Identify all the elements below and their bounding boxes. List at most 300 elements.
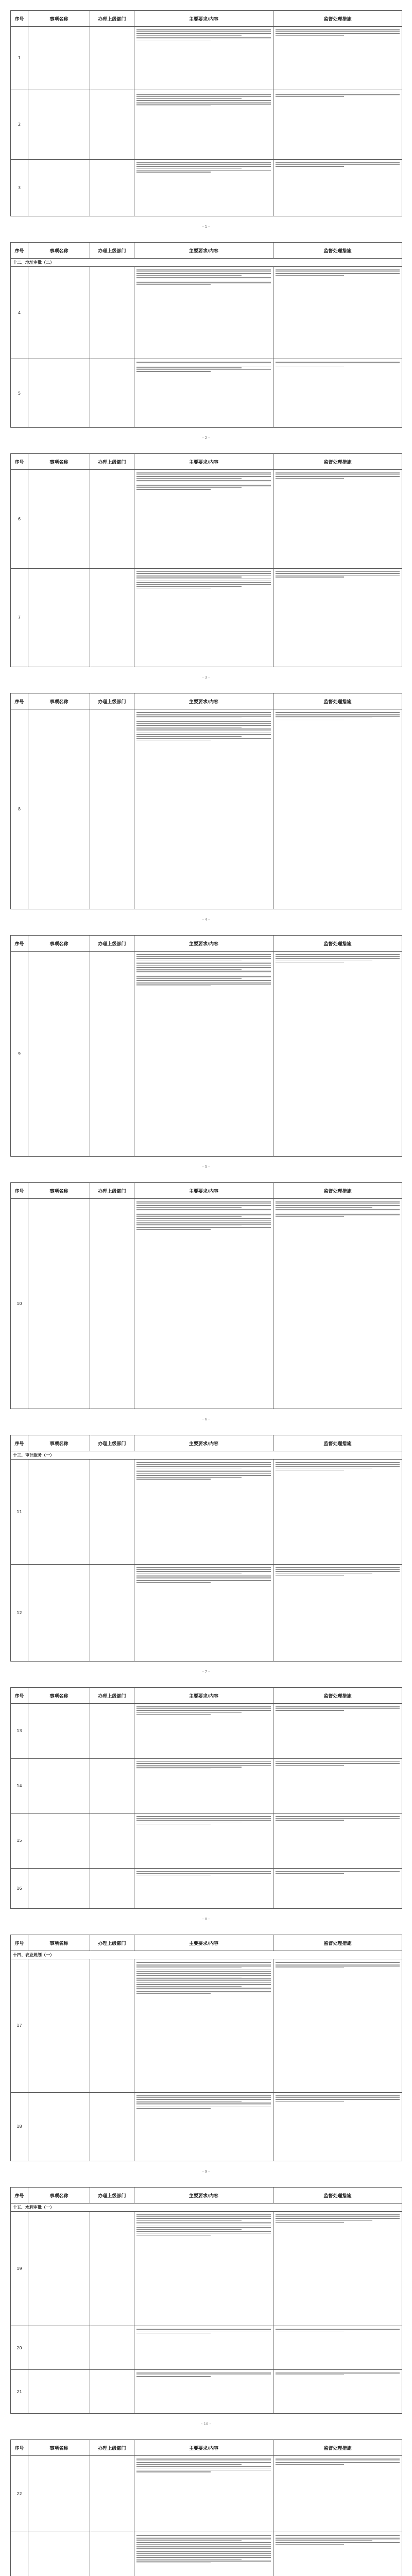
- text-lines: [276, 1816, 400, 1821]
- department: [90, 1868, 134, 1908]
- text-lines: [276, 29, 400, 36]
- requirement-text: [134, 2370, 273, 2414]
- item-name: [28, 2370, 90, 2414]
- text-lines: [136, 2459, 271, 2472]
- text-line: [276, 1567, 400, 1568]
- text-line: [276, 2220, 372, 2221]
- supervision-text: [273, 1758, 402, 1814]
- row-number: 10: [11, 1199, 28, 1409]
- column-header: 监督处理措施: [273, 11, 402, 27]
- table-row: [11, 359, 402, 428]
- row-number: 4: [11, 267, 28, 359]
- text-line: [276, 1462, 400, 1463]
- table-header-row: [11, 2440, 402, 2456]
- text-line: [276, 956, 400, 957]
- column-header: 序号: [11, 454, 28, 470]
- text-line: [136, 1473, 271, 1474]
- row-number: [11, 2532, 28, 2576]
- text-line: [276, 96, 344, 97]
- item-name: [28, 90, 90, 159]
- column-header: 主要要求/内容: [134, 454, 273, 470]
- text-lines: [276, 1871, 400, 1874]
- section-row: [11, 1951, 402, 1959]
- text-line: [276, 273, 400, 274]
- text-lines: [136, 1962, 271, 1994]
- text-lines: [136, 1201, 271, 1230]
- text-line: [136, 1816, 271, 1817]
- supervision-text: [273, 160, 402, 216]
- requirement-text: [134, 1959, 273, 2093]
- text-line: [276, 2462, 400, 2463]
- text-lines: [276, 954, 400, 962]
- text-line: [276, 1816, 400, 1817]
- text-line: [136, 1986, 242, 1987]
- text-line: [136, 269, 271, 270]
- text-line: [136, 1205, 271, 1206]
- text-line: [136, 956, 271, 957]
- text-line: [136, 723, 271, 724]
- supervision-text: [273, 2212, 402, 2326]
- table-header-row: [11, 693, 402, 709]
- text-line: [276, 2222, 344, 2223]
- column-header: 序号: [11, 243, 28, 259]
- text-lines: [276, 1201, 400, 1217]
- page-number: - 6 -: [202, 1417, 210, 1421]
- text-line: [136, 98, 242, 99]
- text-line: [276, 1207, 372, 1208]
- supervision-text: [273, 27, 402, 90]
- section-row: [11, 259, 402, 267]
- text-line: [136, 2095, 271, 2096]
- item-name: [28, 1868, 90, 1908]
- doc-page: [10, 693, 402, 909]
- table-header-row: [11, 1688, 402, 1704]
- department: [90, 1758, 134, 1814]
- text-lines: [276, 162, 400, 167]
- requirement-text: [134, 2326, 273, 2370]
- text-line: [136, 2214, 271, 2215]
- text-lines: [136, 29, 271, 41]
- text-line: [136, 164, 271, 165]
- supervision-text: [273, 1959, 402, 2093]
- requirement-text: [134, 952, 273, 1157]
- doc-page: [10, 1435, 402, 1662]
- text-line: [276, 1761, 400, 1762]
- column-header: 序号: [11, 1435, 28, 1451]
- text-line: [136, 582, 271, 583]
- requirement-text: [134, 1199, 273, 1409]
- requirement-text: [134, 90, 273, 159]
- table-row: [11, 160, 402, 216]
- regulation-table: [10, 935, 402, 1157]
- text-line: [136, 1708, 271, 1709]
- text-line: [136, 284, 211, 285]
- department: [90, 2092, 134, 2161]
- text-lines: [276, 2459, 400, 2465]
- department: [90, 90, 134, 159]
- text-line: [136, 478, 242, 479]
- column-header: 办理上级部门: [90, 1435, 134, 1451]
- column-header: 办理上级部门: [90, 243, 134, 259]
- requirement-text: [134, 2212, 273, 2326]
- doc-page: [10, 10, 402, 216]
- supervision-text: [273, 2092, 402, 2161]
- text-line: [276, 2464, 344, 2465]
- column-header: 事项名称: [28, 1935, 90, 1951]
- department: [90, 27, 134, 90]
- text-line: [276, 2214, 400, 2215]
- row-number: 1: [11, 27, 28, 90]
- text-line: [136, 102, 271, 103]
- text-line: [136, 170, 271, 171]
- text-lines: [276, 1761, 400, 1766]
- text-line: [136, 1464, 271, 1465]
- table-header-row: [11, 454, 402, 470]
- requirement-text: [134, 2456, 273, 2532]
- supervision-text: [273, 1868, 402, 1908]
- table-row: [11, 267, 402, 359]
- text-line: [136, 369, 271, 370]
- item-name: [28, 1460, 90, 1565]
- text-line: [136, 1471, 271, 1472]
- table-row: [11, 1959, 402, 2093]
- column-header: 事项名称: [28, 1688, 90, 1704]
- text-lines: [276, 2095, 400, 2102]
- column-header: 序号: [11, 2188, 28, 2204]
- requirement-text: [134, 1814, 273, 1869]
- text-line: [136, 2544, 271, 2545]
- text-line: [136, 96, 271, 97]
- column-header: 监督处理措施: [273, 2440, 402, 2456]
- text-line: [136, 2108, 211, 2109]
- column-header: 序号: [11, 693, 28, 709]
- column-header: 办理上级部门: [90, 1688, 134, 1704]
- table-row: [11, 1704, 402, 1759]
- section-title: 十二、地址审批（二）: [11, 259, 402, 267]
- regulation-table: [10, 1435, 402, 1662]
- text-line: [136, 1569, 271, 1570]
- column-header: 主要要求/内容: [134, 693, 273, 709]
- requirement-text: [134, 1565, 273, 1662]
- requirement-text: [134, 359, 273, 428]
- table-header-row: [11, 2188, 402, 2204]
- regulation-table: [10, 2187, 402, 2414]
- text-line: [136, 1209, 271, 1210]
- text-lines: [276, 571, 400, 578]
- text-lines: [136, 2214, 271, 2235]
- department: [90, 1704, 134, 1759]
- text-line: [276, 35, 344, 36]
- text-line: [276, 474, 400, 475]
- text-lines: [136, 93, 271, 106]
- table-header-row: [11, 243, 402, 259]
- column-header: 事项名称: [28, 2440, 90, 2456]
- text-lines: [276, 712, 400, 720]
- column-header: 主要要求/内容: [134, 2440, 273, 2456]
- text-line: [276, 714, 400, 715]
- regulation-table: [10, 10, 402, 216]
- supervision-text: [273, 1565, 402, 1662]
- row-number: 8: [11, 709, 28, 909]
- text-line: [136, 474, 271, 475]
- text-line: [276, 1201, 400, 1202]
- text-line: [276, 571, 400, 572]
- row-number: 7: [11, 568, 28, 667]
- text-line: [136, 1765, 271, 1766]
- section-row: [11, 1451, 402, 1460]
- text-line: [136, 2551, 271, 2552]
- text-line: [276, 478, 344, 479]
- text-line: [136, 714, 271, 715]
- text-line: [136, 976, 271, 977]
- text-line: [136, 1980, 271, 1981]
- text-lines: [276, 2372, 400, 2375]
- department: [90, 1460, 134, 1565]
- column-header: 监督处理措施: [273, 243, 402, 259]
- text-line: [136, 275, 242, 276]
- text-line: [136, 1201, 271, 1202]
- table-row: [11, 1868, 402, 1908]
- column-header: 主要要求/内容: [134, 1688, 273, 1704]
- text-line: [136, 712, 271, 713]
- requirement-text: [134, 709, 273, 909]
- text-line: [136, 2538, 271, 2539]
- text-line: [136, 1207, 242, 1208]
- text-line: [136, 1978, 271, 1979]
- column-header: 监督处理措施: [273, 693, 402, 709]
- doc-page: [10, 935, 402, 1157]
- text-line: [276, 1216, 344, 1217]
- text-line: [136, 1712, 242, 1713]
- text-line: [136, 963, 271, 964]
- column-header: 事项名称: [28, 693, 90, 709]
- text-line: [136, 2462, 271, 2463]
- column-header: 序号: [11, 1183, 28, 1199]
- column-header: 办理上级部门: [90, 2440, 134, 2456]
- supervision-text: [273, 2456, 402, 2532]
- requirement-text: [134, 1460, 273, 1565]
- text-line: [136, 1214, 271, 1215]
- table-header-row: [11, 1183, 402, 1199]
- text-line: [136, 1477, 242, 1478]
- column-header: 序号: [11, 936, 28, 952]
- requirement-text: [134, 2532, 273, 2576]
- table-row: [11, 27, 402, 90]
- text-lines: [276, 362, 400, 366]
- department: [90, 1199, 134, 1409]
- supervision-text: [273, 1460, 402, 1565]
- regulation-table: [10, 1935, 402, 2161]
- regulation-table: [10, 453, 402, 667]
- text-line: [136, 2222, 271, 2223]
- column-header: 监督处理措施: [273, 454, 402, 470]
- text-line: [136, 571, 271, 572]
- text-line: [276, 1763, 400, 1764]
- column-header: 办理上级部门: [90, 2188, 134, 2204]
- text-line: [276, 162, 400, 163]
- text-lines: [136, 954, 271, 986]
- column-header: 办理上级部门: [90, 693, 134, 709]
- department: [90, 1814, 134, 1869]
- department: [90, 952, 134, 1157]
- text-lines: [276, 1962, 400, 1968]
- column-header: 主要要求/内容: [134, 1935, 273, 1951]
- supervision-text: [273, 568, 402, 667]
- text-line: [136, 1818, 271, 1819]
- supervision-text: [273, 2532, 402, 2576]
- row-number: 21: [11, 2370, 28, 2414]
- table-row: [11, 2212, 402, 2326]
- requirement-text: [134, 267, 273, 359]
- row-number: 13: [11, 1704, 28, 1759]
- text-line: [136, 1222, 271, 1223]
- item-name: [28, 2212, 90, 2326]
- text-line: [136, 967, 271, 968]
- text-lines: [136, 2329, 271, 2333]
- table-row: [11, 952, 402, 1157]
- page-number: - 10 -: [201, 2422, 211, 2426]
- text-line: [136, 1220, 271, 1221]
- text-line: [276, 2542, 400, 2543]
- text-lines: [136, 2372, 271, 2377]
- item-name: [28, 2456, 90, 2532]
- text-line: [136, 1984, 271, 1985]
- column-header: 序号: [11, 2440, 28, 2456]
- text-lines: [136, 269, 271, 285]
- text-line: [276, 954, 400, 955]
- item-name: [28, 1199, 90, 1409]
- department: [90, 568, 134, 667]
- text-line: [136, 969, 242, 970]
- section-title: 十五、水利审批（一）: [11, 2204, 402, 2212]
- text-line: [136, 480, 271, 481]
- text-line: [136, 736, 242, 737]
- text-line: [136, 1582, 211, 1583]
- text-line: [276, 275, 344, 276]
- text-line: [276, 712, 400, 713]
- text-line: [136, 35, 242, 36]
- text-line: [136, 1971, 271, 1972]
- requirement-text: [134, 1704, 273, 1759]
- column-header: 监督处理措施: [273, 1435, 402, 1451]
- text-line: [276, 1818, 400, 1819]
- text-line: [136, 476, 271, 477]
- text-line: [276, 2540, 372, 2541]
- text-line: [136, 2471, 211, 2472]
- table-row: [11, 2092, 402, 2161]
- department: [90, 709, 134, 909]
- row-number: 5: [11, 359, 28, 428]
- column-header: 序号: [11, 1688, 28, 1704]
- text-lines: [276, 1567, 400, 1575]
- text-line: [136, 965, 271, 966]
- text-line: [276, 1706, 400, 1707]
- row-number: 22: [11, 2456, 28, 2532]
- text-lines: [276, 2214, 400, 2223]
- column-header: 办理上级部门: [90, 454, 134, 470]
- text-lines: [136, 1706, 271, 1715]
- requirement-text: [134, 2092, 273, 2161]
- text-line: [276, 1871, 400, 1872]
- regulation-table: [10, 1687, 402, 1909]
- section-title: 十四、农业规划（一）: [11, 1951, 402, 1959]
- column-header: 主要要求/内容: [134, 936, 273, 952]
- table-row: [11, 1199, 402, 1409]
- supervision-text: [273, 267, 402, 359]
- text-line: [276, 1205, 400, 1206]
- page-number: - 4 -: [202, 918, 210, 922]
- column-header: 监督处理措施: [273, 2188, 402, 2204]
- text-line: [136, 2546, 271, 2547]
- department: [90, 160, 134, 216]
- text-lines: [276, 1706, 400, 1711]
- column-header: 主要要求/内容: [134, 1183, 273, 1199]
- text-line: [136, 273, 271, 274]
- column-header: 监督处理措施: [273, 1935, 402, 1951]
- column-header: 事项名称: [28, 2188, 90, 2204]
- row-number: 17: [11, 1959, 28, 2093]
- item-name: [28, 359, 90, 428]
- text-line: [136, 485, 271, 486]
- text-line: [136, 1763, 271, 1764]
- text-lines: [136, 571, 271, 589]
- text-lines: [136, 712, 271, 740]
- text-line: [136, 2101, 242, 2102]
- table-header-row: [11, 936, 402, 952]
- supervision-text: [273, 709, 402, 909]
- item-name: [28, 2532, 90, 2576]
- text-line: [136, 2229, 242, 2230]
- row-number: 18: [11, 2092, 28, 2161]
- supervision-text: [273, 90, 402, 159]
- row-number: 20: [11, 2326, 28, 2370]
- column-header: 主要要求/内容: [134, 243, 273, 259]
- doc-page: [10, 1687, 402, 1909]
- item-name: [28, 2092, 90, 2161]
- text-line: [136, 2216, 271, 2217]
- item-name: [28, 27, 90, 90]
- text-line: [136, 2542, 271, 2543]
- text-line: [136, 978, 242, 979]
- text-line: [276, 29, 400, 30]
- text-line: [136, 954, 271, 955]
- table-header-row: [11, 1935, 402, 1951]
- row-number: 14: [11, 1758, 28, 1814]
- table-row: [11, 2326, 402, 2370]
- column-header: 监督处理措施: [273, 936, 402, 952]
- text-line: [136, 584, 271, 585]
- text-lines: [276, 93, 400, 97]
- page-number: - 3 -: [202, 675, 210, 680]
- item-name: [28, 267, 90, 359]
- text-line: [136, 162, 271, 163]
- text-line: [136, 2540, 242, 2541]
- text-line: [136, 94, 271, 95]
- text-line: [136, 29, 271, 30]
- row-number: 19: [11, 2212, 28, 2326]
- text-line: [136, 1462, 271, 1463]
- page-number: - 8 -: [202, 1917, 210, 1921]
- text-line: [136, 1714, 211, 1715]
- column-header: 事项名称: [28, 11, 90, 27]
- text-line: [276, 2544, 344, 2545]
- doc-page: [10, 453, 402, 667]
- text-line: [136, 1229, 211, 1230]
- table-row: [11, 90, 402, 159]
- text-lines: [136, 162, 271, 172]
- doc-page: [10, 1182, 402, 1409]
- text-line: [276, 164, 400, 165]
